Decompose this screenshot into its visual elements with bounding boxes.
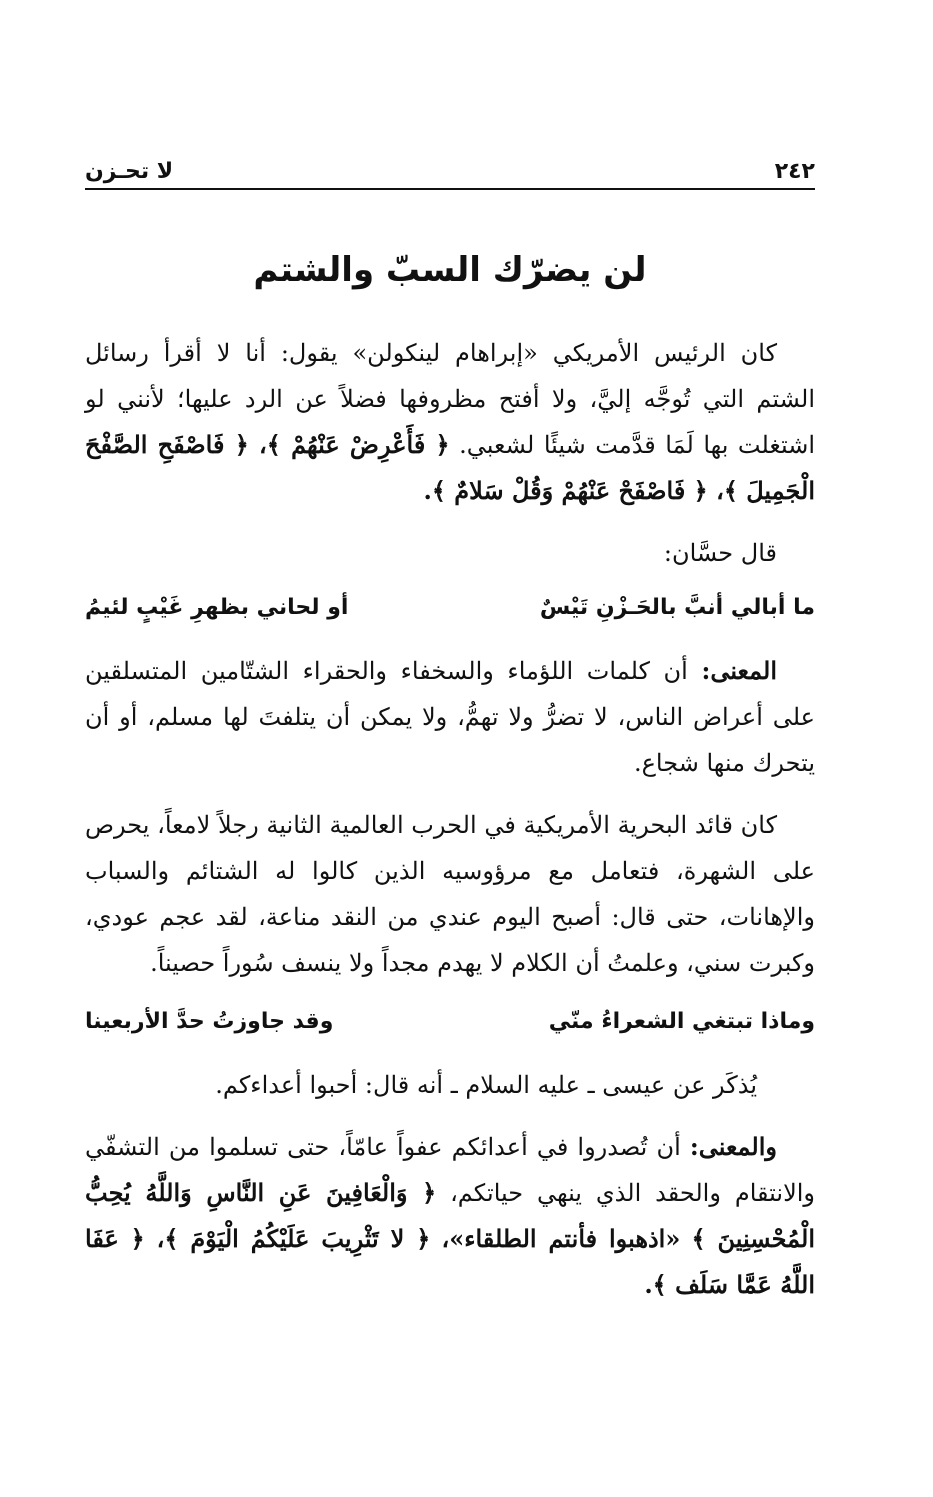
quran-quote: ﴿ لا تَثْرِيبَ عَلَيْكُمُ الْيَوْمَ ﴾، ﴿ عَفَا اللَّهُ عَمَّا سَلَف ﴾. <box>85 1224 815 1299</box>
paragraph-lincoln-text: كان الرئيس الأمريكي «إبراهام لينكولن» يقول: أنا لا أقرأ رسائل الشتم التي تُوجَّه إليَّ، ولا أفتح مظروفها فضلاً عن الرد عليها؛ لأنني لو اشتغلت بها لَمَا قدَّمت شيئًا لشعبي. <box>85 339 816 459</box>
paragraph-navy-text: كان قائد البحرية الأمريكية في الحرب العالمية الثانية رجلاً لامعاً، يحرص على الشهرة، فتعامل مع مرؤوسيه الذين كالوا له الشتائم والسباب والإهانات، حتى قال: أصبح اليوم عندي من النقد مناعة، لقد عجم عودي، وكبرت سني، وعلمتُ أن الكلام لا يهدم مجداً ولا ينسف سُوراً حصيناً. <box>85 811 815 977</box>
paragraph-lincoln <box>85 330 815 514</box>
quran-quote: ﴿ فَأَعْرِضْ عَنْهُمْ ﴾، ﴿ فَاصْفَحِ الصَّفْحَ الْجَمِيلَ ﴾، ﴿ فَاصْفَحْ عَنْهُمْ وَقُلْ سَلامٌ ﴾. <box>85 430 815 505</box>
verse-second-hemistich: وقد جاوزتُ حدَّ الأربعينا <box>85 1009 334 1034</box>
meaning-label: والمعنى: <box>689 1132 778 1161</box>
paragraph-meaning <box>85 648 815 786</box>
verse-first-hemistich: وماذا تبتغي الشعراءُ منّي <box>548 1009 815 1034</box>
page-number: ٢٤٢ <box>774 159 815 184</box>
paragraph-forgiveness-text: أن تُصدروا في أعدائكم عفواً عامّاً، حتى تسلموا من التشفّي والانتقام والحقد الذي ينهي حياتكم، <box>85 1133 816 1207</box>
body-text <box>85 330 815 1324</box>
meaning-label: المعنى: <box>701 656 777 685</box>
hassan-intro: قال حسَّان: <box>663 539 777 567</box>
verse-second-hemistich: أو لحاني بظهرِ غَيْبٍ لئيمُ <box>85 595 349 620</box>
quran-quote: ﴿ وَالْعَافِينَ عَنِ النَّاسِ وَاللَّهُ يُحِبُّ الْمُحْسِنِينَ ﴾ <box>85 1178 815 1253</box>
section-title: لن يضرّك السبّ والشتم <box>253 250 647 290</box>
poetry-verse <box>85 588 815 628</box>
running-title: لا تحـزن <box>85 159 174 184</box>
verse-first-hemistich: ما أبالي أنبَّ بالحَـزْنِ تَيْسٌ <box>539 595 815 620</box>
hadith-quote: «اذهبوا فأنتم الطلقاء»، <box>441 1224 681 1253</box>
poetry-verse <box>85 1002 815 1042</box>
page-header <box>85 150 815 190</box>
paragraph-navy <box>85 802 815 986</box>
paragraph-forgiveness <box>85 1124 815 1308</box>
paragraph-jesus <box>85 1062 815 1108</box>
paragraph-meaning-text: أن كلمات اللؤماء والسخفاء والحقراء الشتّامين المتسلقين على أعراض الناس، لا تضرُّ ولا تهمُّ، ولا يمكن أن يتلفتَ لها مسلم، أو أن يتحرك منها شجاع. <box>85 657 815 777</box>
paragraph-jesus-text: يُذكَر عن عيسى ـ عليه السلام ـ أنه قال: أحبوا أعداءكم. <box>215 1071 757 1099</box>
